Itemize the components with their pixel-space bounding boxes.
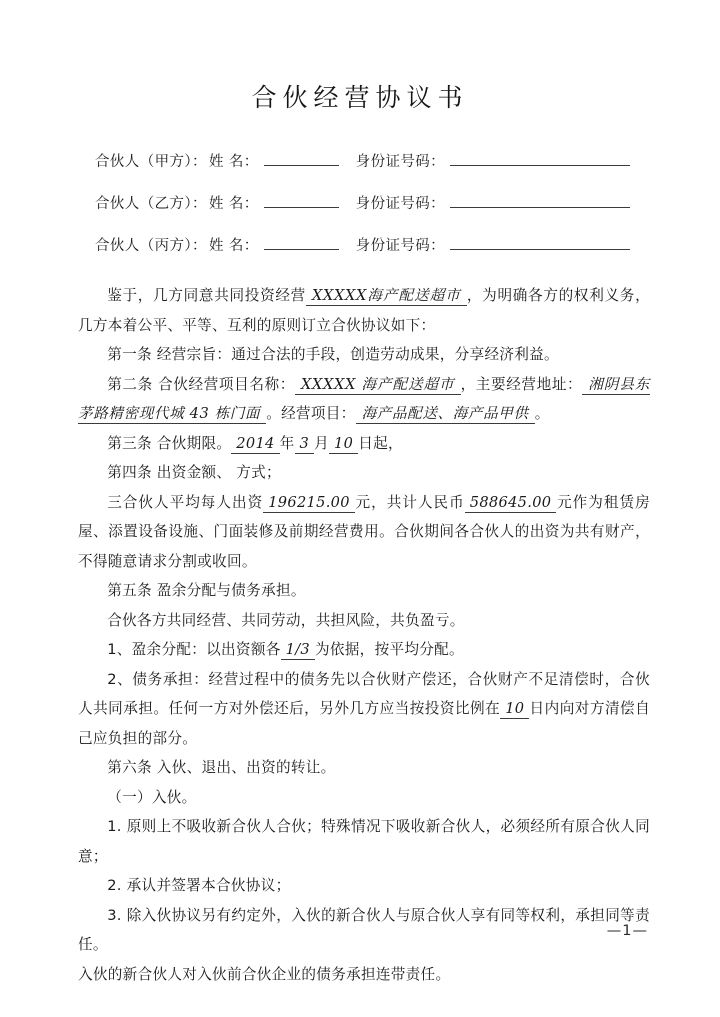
article-2: [78, 370, 650, 429]
article-3-year-field[interactable]: 2014: [231, 435, 279, 454]
article-4-tail: 元作为租赁房屋、添置设备设施、门面装修及前期经营费用。合伙期间各合伙人的出资为共有财产，不得随意请求分割或收回。: [78, 493, 650, 570]
article-6-item-1: 1. 原则上不吸收新合伙人合伙；特殊情况下吸收新合伙人，必须经所有原合伙人同意；: [78, 818, 650, 865]
article-3-day-field[interactable]: 10: [329, 435, 358, 454]
id-field-b[interactable]: [450, 192, 630, 208]
name-label-c: 姓 名：: [208, 238, 259, 254]
name-field-a[interactable]: [264, 150, 339, 166]
article-2-mid: ，主要经营地址：: [460, 375, 583, 393]
article-3-month-unit: 月: [314, 434, 330, 452]
article-6-subheading: （一）入伙。: [107, 788, 197, 806]
party-label-a: 合伙人（甲方）：: [95, 154, 207, 170]
id-label-a: 身份证号码：: [355, 154, 446, 170]
page-title: 合伙经营协议书: [251, 83, 469, 112]
article-5-share-field[interactable]: 1/3: [281, 641, 315, 660]
name-field-c[interactable]: [264, 234, 339, 250]
article-5-days-field[interactable]: 10: [500, 700, 529, 719]
article-5-item-1-lead: 1、盈余分配：以出资额各: [107, 641, 281, 658]
article-2-scope[interactable]: 海产品配送、海产品甲供: [356, 405, 535, 424]
id-field-c[interactable]: [450, 234, 630, 250]
article-4-mid: 元，共计人民币: [354, 493, 465, 511]
article-6-item-3: 3. 除入伙协议另有约定外，入伙的新合伙人与原合伙人享有同等权利，承担同等责任。: [78, 906, 650, 953]
article-3-year-unit: 年: [279, 434, 295, 452]
party-label-b: 合伙人（乙方）：: [95, 196, 207, 212]
article-5-item-1: [78, 635, 650, 665]
preamble-paragraph: [78, 281, 650, 340]
name-label-a: 姓 名：: [208, 154, 259, 170]
parties-section: [0, 150, 720, 255]
article-4-lead: 三合伙人平均每人出资: [107, 493, 264, 511]
page-number: —1—: [606, 923, 648, 939]
article-3: [78, 429, 650, 459]
name-label-b: 姓 名：: [208, 196, 259, 212]
party-row-a: [95, 150, 635, 171]
article-2-project-name[interactable]: XXXXX 海产配送超市: [295, 376, 461, 395]
article-5-item-1-tail: 为依据，按平均分配。: [315, 641, 464, 658]
article-5-item-2-lead: 2、债务承担：经营过程中的债务先以合伙财产偿还，合伙财产不足清偿时，合伙人共同承担。任何一方对外偿还后，另外几方应当按投资比例在: [78, 670, 650, 717]
article-5-item-2-tail: 日内向对方清偿自己应负担的部分。: [78, 700, 651, 747]
article-6-closing: 入伙的新合伙人对入伙前合伙企业的债务承担连带责任。: [78, 965, 451, 983]
name-field-b[interactable]: [264, 192, 339, 208]
article-3-month-field[interactable]: 3: [295, 435, 315, 454]
article-4-heading: 第四条 出资金额、 方式；: [107, 464, 281, 481]
article-6-item-2: 2. 承认并签署本合伙协议；: [107, 877, 291, 894]
article-3-lead: 第三条 合伙期限。: [107, 434, 232, 452]
party-label-c: 合伙人（丙方）：: [95, 238, 207, 254]
article-4-body: [78, 488, 650, 577]
article-5-item-2: [78, 665, 650, 754]
article-4-total-amount[interactable]: 588645.00: [465, 494, 557, 513]
article-3-day-unit: 日起，: [358, 434, 403, 452]
preamble-lead: 鉴于，几方同意共同投资经营: [107, 287, 306, 304]
article-2-address[interactable]: 湘阴县东茅路精密现代城 43 栋门面: [78, 375, 650, 422]
party-row-b: [95, 192, 635, 213]
party-row-c: [95, 234, 635, 255]
preamble-business-name[interactable]: XXXXX海产配送超市: [306, 287, 467, 306]
agreement-body: [0, 281, 720, 989]
preamble-tail: ，为明确各方的权利义务，几方本着公平、平等、互利的原则订立合伙协议如下：: [78, 287, 650, 334]
article-4-per-person-amount[interactable]: 196215.00: [263, 494, 355, 513]
id-field-a[interactable]: [450, 150, 630, 166]
article-2-lead: 第二条 合伙经营项目名称：: [107, 375, 295, 393]
article-2-tail: 。: [534, 405, 550, 422]
article-5-intro: 合伙各方共同经营、共同劳动，共担风险，共负盈亏。: [107, 611, 465, 629]
article-6-heading: 第六条 入伙、退出、出资的转让。: [107, 759, 336, 776]
id-label-c: 身份证号码：: [355, 238, 446, 254]
article-5-heading: 第五条 盈余分配与债务承担。: [107, 582, 306, 599]
article-1: 第一条 经营宗旨：通过合法的手段，创造劳动成果，分享经济利益。: [107, 346, 559, 363]
article-2-mid2: 。经营项目：: [266, 405, 356, 422]
id-label-b: 身份证号码：: [355, 196, 446, 212]
